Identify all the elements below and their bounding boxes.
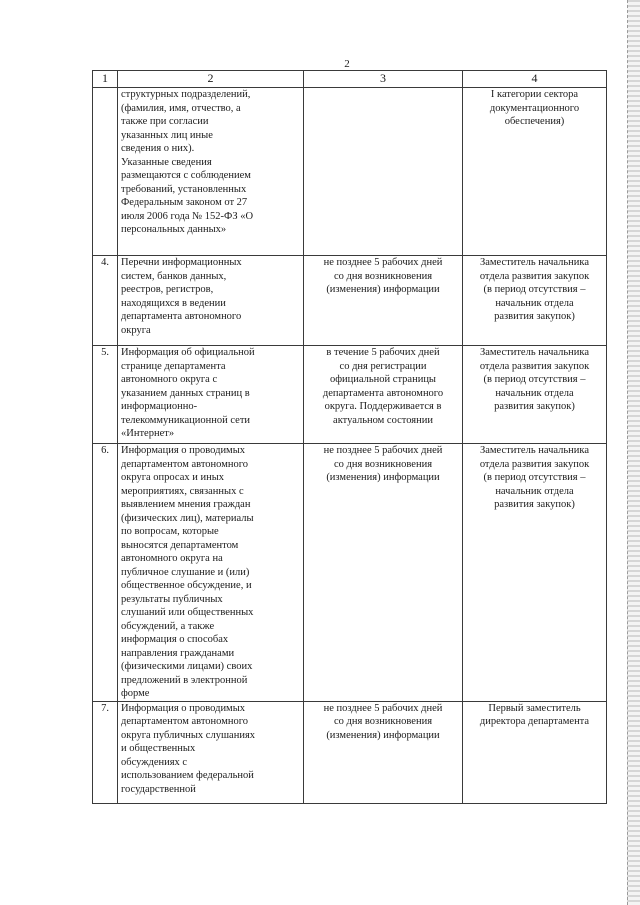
text-line: (фамилия, имя, отчество, а xyxy=(121,102,241,114)
responsible-cell xyxy=(463,256,607,346)
text-line: начальник отдела xyxy=(495,485,574,497)
text-line: Информация об официальной xyxy=(121,347,255,358)
table-row xyxy=(93,444,607,702)
deadline-cell xyxy=(304,346,463,444)
text-line: Информация о проводимых xyxy=(121,702,246,714)
text-line: Заместитель начальника xyxy=(479,257,590,268)
information-cell xyxy=(118,701,304,803)
text-line: направления гражданами xyxy=(121,647,235,659)
information-cell xyxy=(118,256,304,346)
text-line: по вопросам, которые xyxy=(121,526,219,537)
text-line: июля 2006 года № 152-ФЗ «О xyxy=(121,210,254,222)
text-line: (изменения) информации xyxy=(326,472,440,483)
text-line: (физических лиц), материалы xyxy=(121,512,254,524)
text-line: обеспечения) xyxy=(504,116,565,127)
text-line: государственной xyxy=(121,783,196,795)
row-number-cell: 7. xyxy=(93,701,118,803)
text-line: начальник отдела xyxy=(495,387,574,399)
header-row xyxy=(93,71,607,88)
text-line: директора департамента xyxy=(479,716,590,727)
text-line: отдела развития закупок xyxy=(479,360,590,372)
text-line: начальник отдела xyxy=(495,297,574,309)
text-line: указанных лиц иные xyxy=(121,129,213,141)
text-line: указанием данных страниц в xyxy=(121,387,250,399)
text-line: округа публичных слушаниях xyxy=(121,729,256,741)
responsibility-table xyxy=(92,70,607,804)
information-cell xyxy=(118,444,304,702)
text-line: со дня возникновения xyxy=(333,458,433,470)
information-cell xyxy=(118,88,304,256)
header-cell-3: 3 xyxy=(304,71,463,88)
text-line: общественное обсуждение, и xyxy=(121,580,252,591)
text-line: и общественных xyxy=(121,743,196,754)
text-line: не позднее 5 рабочих дней xyxy=(323,257,443,268)
table-row xyxy=(93,88,607,256)
text-line: округа. Поддерживается в xyxy=(324,401,442,412)
responsible-cell xyxy=(463,346,607,444)
deadline-cell xyxy=(304,88,463,256)
text-line: выносятся департаментом xyxy=(121,539,239,551)
information-cell xyxy=(118,346,304,444)
text-line: со дня регистрации xyxy=(339,360,427,372)
text-line: форме xyxy=(121,688,150,699)
text-line: округа опросах и иных xyxy=(121,472,225,483)
text-line: Федеральным законом от 27 xyxy=(121,197,248,208)
responsible-cell xyxy=(463,88,607,256)
deadline-cell xyxy=(304,256,463,346)
table-row xyxy=(93,701,607,803)
text-line: (в период отсутствия – xyxy=(483,472,586,483)
text-line: со дня возникновения xyxy=(333,270,433,282)
text-line: также при согласии xyxy=(121,116,209,127)
text-line: отдела развития закупок xyxy=(479,458,590,470)
text-line: отдела развития закупок xyxy=(479,270,590,282)
text-line: не позднее 5 рабочих дней xyxy=(323,702,443,714)
text-line: округа xyxy=(121,324,151,336)
deadline-cell xyxy=(304,444,463,702)
text-line: Указанные сведения xyxy=(121,156,212,168)
text-line: в течение 5 рабочих дней xyxy=(326,347,440,358)
text-line: автономного округа с xyxy=(121,374,218,385)
text-line: документационного xyxy=(489,102,580,114)
text-line: обсуждений, а также xyxy=(121,620,215,632)
text-line: телекоммуникационной сети xyxy=(121,414,251,426)
text-line: развития закупок) xyxy=(494,401,575,412)
text-line: результаты публичных xyxy=(121,593,223,605)
text-line: требований, установленных xyxy=(121,183,247,195)
text-line: размещаются с соблюдением xyxy=(121,170,251,181)
header-cell-4: 4 xyxy=(463,71,607,88)
text-line: сведения о них). xyxy=(121,143,195,154)
table-row xyxy=(93,256,607,346)
row-number-cell: 6. xyxy=(93,444,118,702)
text-line: I категории сектора xyxy=(490,89,579,100)
row-number-cell: 4. xyxy=(93,256,118,346)
text-line: (физическими лицами) своих xyxy=(121,661,253,672)
page-number: 2 xyxy=(344,58,350,70)
text-line: обсуждениях с xyxy=(121,756,188,768)
text-line: департаментом автономного xyxy=(121,458,248,470)
scan-edge-strip xyxy=(627,0,640,905)
text-line: (в период отсутствия – xyxy=(483,374,586,385)
text-line: департамента автономного xyxy=(322,387,444,399)
text-line: «Интернет» xyxy=(121,428,175,439)
table-row xyxy=(93,346,607,444)
text-line: публичное слушание и (или) xyxy=(121,566,250,578)
row-number-cell xyxy=(93,88,118,256)
text-line: не позднее 5 рабочих дней xyxy=(323,445,443,456)
text-line: развития закупок) xyxy=(494,499,575,510)
text-line: предложений в электронной xyxy=(121,674,248,686)
text-line: систем, банков данных, xyxy=(121,270,227,282)
header-cell-1: 1 xyxy=(93,71,118,88)
header-cell-2: 2 xyxy=(118,71,304,88)
text-line: департамента автономного xyxy=(121,311,242,322)
text-line: со дня возникновения xyxy=(333,716,433,727)
text-line: слушаний или общественных xyxy=(121,607,254,618)
text-line: странице департамента xyxy=(121,360,226,372)
text-line: Заместитель начальника xyxy=(479,347,590,358)
text-line: автономного округа на xyxy=(121,553,223,564)
text-line: информация о способах xyxy=(121,634,229,645)
text-line: департаментом автономного xyxy=(121,716,248,727)
text-line: мероприятиях, связанных с xyxy=(121,485,244,497)
text-line: Первый заместитель xyxy=(488,702,581,714)
text-line: (изменения) информации xyxy=(326,284,440,295)
text-line: персональных данных» xyxy=(121,224,227,235)
text-line: структурных подразделений, xyxy=(121,89,251,100)
text-line: Информация о проводимых xyxy=(121,445,246,456)
text-line: выявлением мнения граждан xyxy=(121,499,251,510)
text-line: информационно- xyxy=(121,401,198,412)
text-line: использованием федеральной xyxy=(121,770,254,781)
text-line: реестров, регистров, xyxy=(121,284,214,295)
responsible-cell xyxy=(463,444,607,702)
deadline-cell xyxy=(304,701,463,803)
text-line: (в период отсутствия – xyxy=(483,284,586,295)
table-body xyxy=(93,71,607,804)
text-line: актуальном состоянии xyxy=(333,414,433,426)
responsible-cell xyxy=(463,701,607,803)
text-line: находящихся в ведении xyxy=(121,297,226,309)
text-line: развития закупок) xyxy=(494,311,575,322)
text-line: официальной страницы xyxy=(329,374,436,385)
text-line: Заместитель начальника xyxy=(479,445,590,456)
row-number-cell: 5. xyxy=(93,346,118,444)
text-line: Перечни информационных xyxy=(121,257,242,268)
text-line: (изменения) информации xyxy=(326,729,440,741)
